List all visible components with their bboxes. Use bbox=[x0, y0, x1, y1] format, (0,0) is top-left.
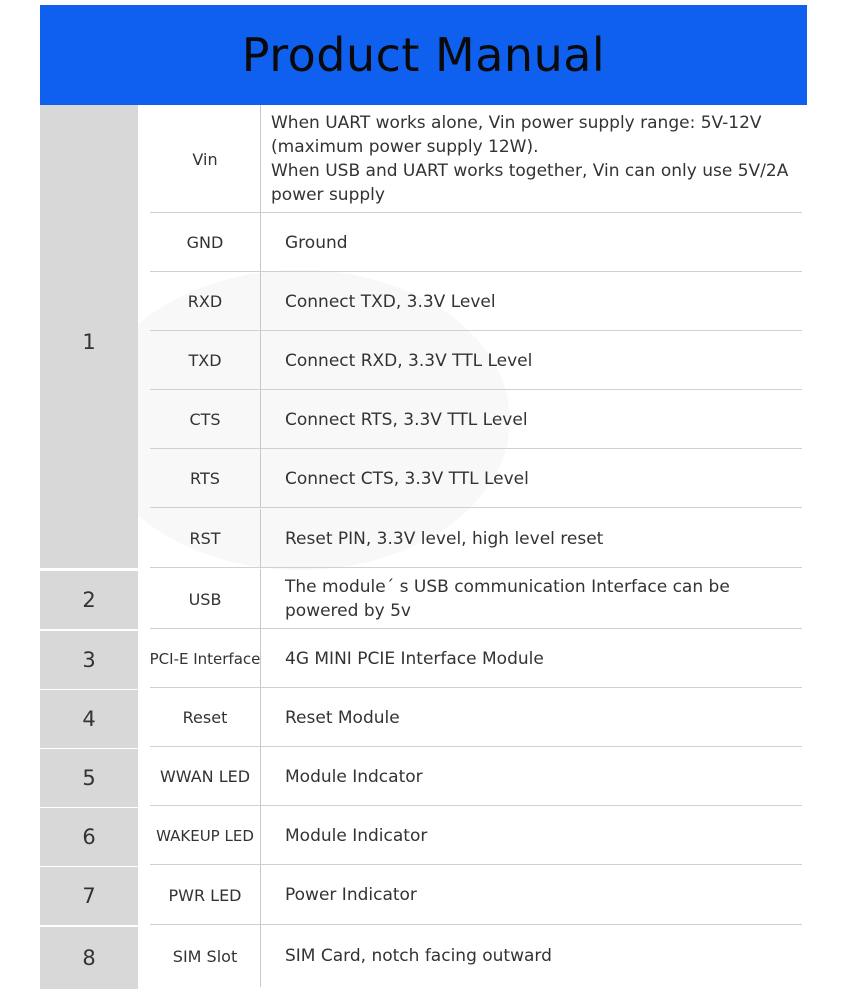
table-row bbox=[150, 925, 802, 987]
group-cell bbox=[40, 631, 138, 689]
column-divider bbox=[260, 509, 261, 568]
column-divider bbox=[260, 569, 261, 629]
table-row bbox=[150, 747, 802, 806]
description-line: Connect RTS, 3.3V TTL Level bbox=[285, 409, 528, 430]
column-divider bbox=[260, 105, 261, 213]
table-row bbox=[150, 390, 802, 449]
column-divider bbox=[260, 925, 261, 987]
pin-description bbox=[285, 213, 798, 272]
column-divider bbox=[260, 390, 261, 449]
group-cell bbox=[40, 105, 138, 568]
pin-description bbox=[285, 925, 798, 987]
column-divider bbox=[260, 331, 261, 390]
table-row bbox=[150, 449, 802, 508]
group-number: 2 bbox=[82, 588, 96, 612]
group-number: 4 bbox=[82, 707, 96, 731]
description-line: Reset Module bbox=[285, 707, 400, 728]
table-row bbox=[150, 272, 802, 331]
table-row bbox=[150, 213, 802, 272]
description-line: Connect CTS, 3.3V TTL Level bbox=[285, 468, 529, 489]
column-divider bbox=[260, 272, 261, 331]
pin-description bbox=[285, 865, 798, 925]
table-row bbox=[150, 331, 802, 390]
pin-description bbox=[285, 449, 798, 508]
pin-description bbox=[285, 331, 798, 390]
group-cell bbox=[40, 749, 138, 807]
pin-name: PCI-E Interface bbox=[149, 649, 261, 668]
description-line: Power Indicator bbox=[285, 885, 417, 905]
group-number: 3 bbox=[82, 648, 96, 672]
title-banner bbox=[40, 5, 807, 105]
group-cell bbox=[40, 808, 138, 866]
row-divider bbox=[150, 567, 802, 568]
group-number: 1 bbox=[82, 329, 96, 354]
pin-name: RTS bbox=[190, 469, 220, 488]
column-divider bbox=[260, 806, 261, 865]
column-divider bbox=[260, 449, 261, 508]
description-line: powered by 5v bbox=[285, 601, 411, 621]
description-line: When USB and UART works together, Vin can only use 5V/2A bbox=[271, 161, 789, 181]
pin-description bbox=[271, 105, 798, 213]
pin-name: SIM Slot bbox=[172, 946, 238, 966]
pin-name: Vin bbox=[192, 149, 218, 169]
description-line: Module Indicator bbox=[285, 825, 428, 846]
pin-description bbox=[285, 390, 798, 449]
group-cell bbox=[40, 690, 138, 748]
row-divider bbox=[150, 507, 802, 508]
table-row bbox=[150, 569, 802, 629]
pin-name: USB bbox=[188, 589, 222, 609]
column-divider bbox=[260, 865, 261, 925]
description-line: Connect TXD, 3.3V Level bbox=[285, 291, 496, 312]
pin-name: Reset bbox=[182, 708, 228, 727]
group-number: 5 bbox=[82, 766, 96, 790]
column-divider bbox=[260, 688, 261, 747]
pin-name: RST bbox=[189, 529, 221, 548]
description-line: 4G MINI PCIE Interface Module bbox=[285, 648, 544, 669]
description-line: power supply bbox=[271, 185, 385, 205]
pin-name: PWR LED bbox=[168, 885, 242, 905]
pin-description bbox=[285, 806, 798, 865]
table-row bbox=[150, 806, 802, 865]
table-row bbox=[150, 865, 802, 925]
pin-description bbox=[285, 747, 798, 806]
description-line: Ground bbox=[285, 232, 348, 253]
description-line: The module´ s USB communication Interface can be bbox=[285, 577, 730, 597]
group-number: 8 bbox=[82, 946, 96, 970]
table-row bbox=[150, 509, 802, 568]
description-line: Reset PIN, 3.3V level, high level reset bbox=[285, 528, 604, 549]
table-row bbox=[150, 688, 802, 747]
column-divider bbox=[260, 213, 261, 272]
description-line: (maximum power supply 12W). bbox=[271, 137, 539, 157]
pin-name: WAKEUP LED bbox=[156, 826, 254, 845]
group-cell bbox=[40, 867, 138, 925]
description-line: SIM Card, notch facing outward bbox=[285, 946, 552, 966]
pin-description bbox=[285, 629, 798, 688]
page-title: Product Manual bbox=[241, 28, 606, 82]
pin-name: RXD bbox=[187, 292, 223, 311]
pin-name: GND bbox=[186, 233, 224, 252]
pin-name: WWAN LED bbox=[159, 767, 251, 786]
pin-description bbox=[285, 688, 798, 747]
pin-description bbox=[285, 569, 798, 629]
group-cell bbox=[40, 571, 138, 629]
description-line: Connect RXD, 3.3V TTL Level bbox=[285, 350, 533, 371]
pin-description bbox=[285, 272, 798, 331]
table-row bbox=[150, 629, 802, 688]
description-line: When UART works alone, Vin power supply range: 5V-12V bbox=[271, 113, 762, 133]
column-divider bbox=[260, 629, 261, 688]
group-number: 7 bbox=[82, 884, 96, 908]
pin-name: CTS bbox=[189, 410, 221, 429]
pin-description bbox=[285, 509, 798, 568]
description-line: Module Indcator bbox=[285, 766, 423, 787]
group-cell bbox=[40, 927, 138, 989]
group-number: 6 bbox=[82, 825, 96, 849]
column-divider bbox=[260, 747, 261, 806]
table-row bbox=[150, 105, 802, 213]
pin-name: TXD bbox=[188, 351, 222, 370]
